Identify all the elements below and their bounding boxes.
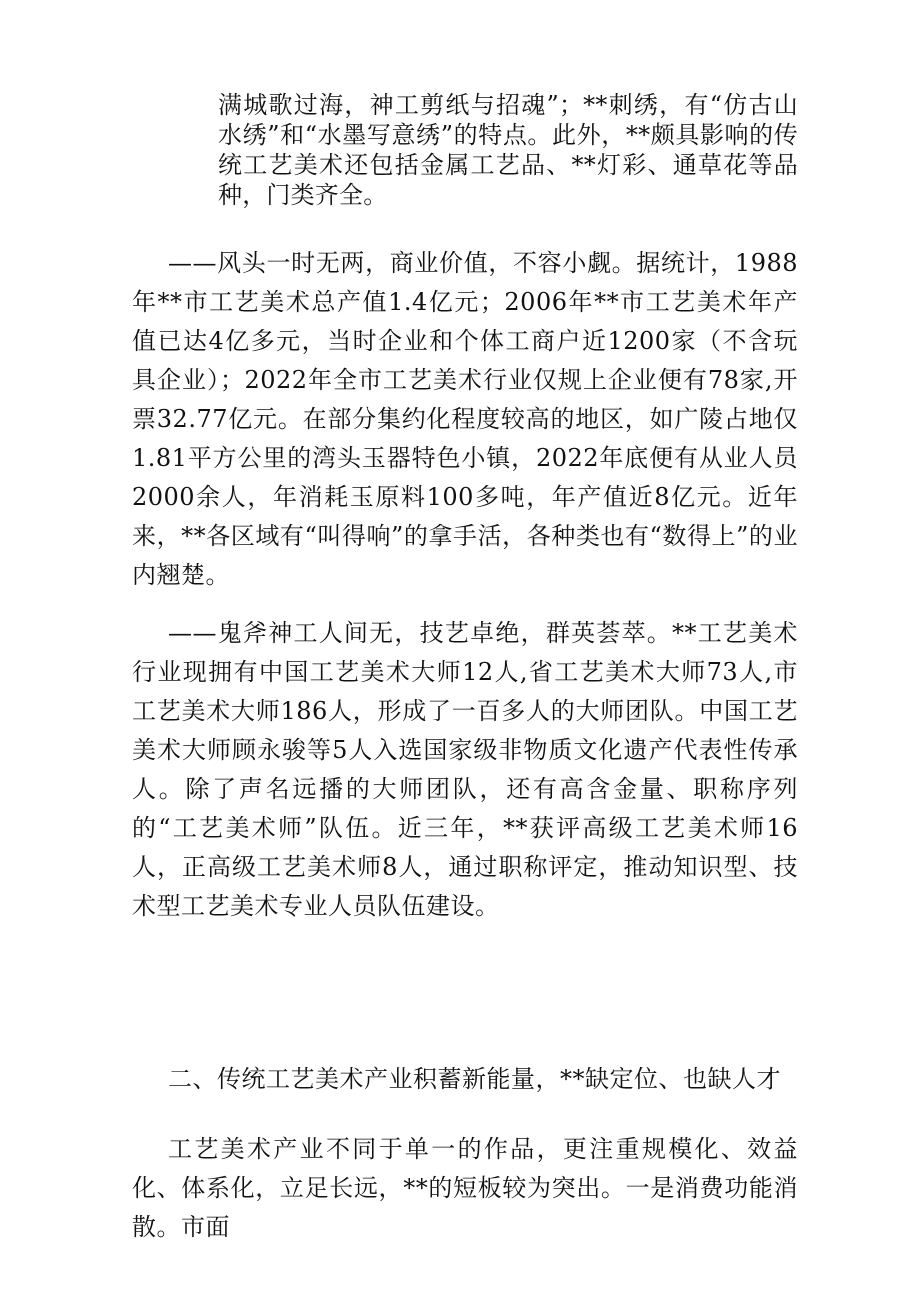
section-heading-2: 二、传统工艺美术产业积蓄新能量，**缺定位、也缺人才 [168, 1065, 781, 1093]
paragraph-commercial-value: ——风头一时无两，商业价值，不容小觑。据统计，1988年**市工艺美术总产值1.4亿元；2006年**市工艺美术年产值已达4亿多元，当时企业和个体工商户近1200家（不含玩具企业）；2022年全市工艺美术行业仅规上企业便有78家,开票32.77亿元。在部分集约化程度较高的地区，如广陵占地仅1.81平方公里的湾头玉器特色小镇，2022年底便有从业人员2000余人，年消耗玉原料100多吨，年产值近8亿元。近年来，**各区域有“叫得响”的拿手活，各种类也有“数得上”的业内翘楚。 [132, 249, 798, 589]
paragraph-industry-shortcomings: 工艺美术产业不同于单一的作品，更注重规模化、效益化、体系化，立足长远，**的短板较为突出。一是消费功能消散。市面 [132, 1135, 798, 1241]
continued-paragraph: 满城歌过海，神工剪纸与招魂”；**刺绣，有“仿古山水绣”和“水墨写意绣”的特点。此外，**颇具影响的传统工艺美术还包括金属工艺品、**灯彩、通草花等品种，门类齐全。 [218, 91, 798, 209]
paragraph-masters-team: ——鬼斧神工人间无，技艺卓绝，群英荟萃。**工艺美术行业现拥有中国工艺美术大师12人,省工艺美术大师73人,市工艺美术大师186人，形成了一百多人的大师团队。中国工艺美术大师顾永骏等5人入选国家级非物质文化遗产代表性传承人。除了声名远播的大师团队，还有高含金量、职称序列的“工艺美术师”队伍。近三年，**获评高级工艺美术师16人，正高级工艺美术师8人，通过职称评定，推动知识型、技术型工艺美术专业人员队伍建设。 [132, 619, 798, 920]
